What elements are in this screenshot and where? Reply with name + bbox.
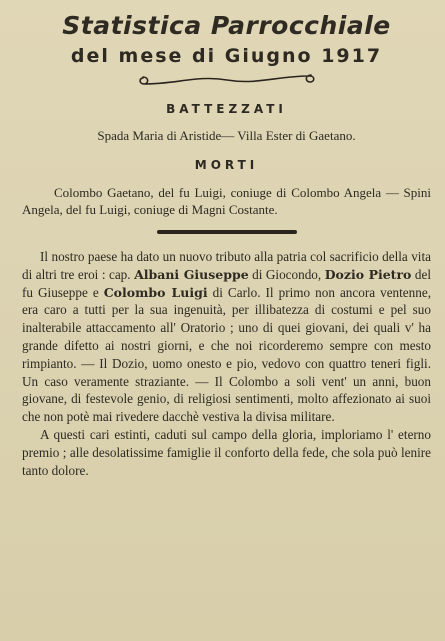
deaths-list: Colombo Gaetano, del fu Luigi, coniuge di Colombo Angela — Spini Angela, del fu Luigi, coniuge di Magni Costante. bbox=[22, 185, 431, 217]
baptized-heading: BATTEZZATI bbox=[166, 102, 287, 116]
fallen-name-colombo: Colombo Luigi bbox=[103, 284, 208, 300]
baptized-list: Spada Maria di Aristide— Villa Ester di Gaetano. bbox=[97, 128, 356, 143]
tribute-text-d: di Carlo. Il primo non ancora ventenne, era caro a tutti per la sua ingenuità, per illibatezza di costumi e pel suo inalterabile attaccamento all' Oratorio ; uno di quei giovani, dei quali v' ha grande difetto ai nostri giorni, e che noi ricorderemo sempre con mesto rimpianto. — Il Dozio, uomo onesto e pio, vedovo con quattro teneri figli. Un caso veramente straziante. — Il Colombo a soli vent' un anni, buon giovane, di festevole genio, di religiosi sentimenti, molto affezionato ai suoi che non potè mai rivedere dacchè vestiva la divisa militare. bbox=[22, 284, 432, 425]
page-title: Statistica Parrocchiale bbox=[62, 11, 391, 40]
tribute-paragraph-1 bbox=[22, 248, 431, 426]
deaths-heading: MORTI bbox=[194, 158, 259, 172]
tribute-text-b: di Giocondo, bbox=[252, 266, 322, 282]
tribute-text-c: del fu Giuseppe e bbox=[22, 266, 431, 300]
tribute-paragraph-2: A questi cari estinti, caduti sul campo della gloria, imploriamo l' eterno premio ; alle desolatissime famiglie il conforto della fede, che sola può lenire tanto dolore. bbox=[22, 426, 431, 478]
page-subtitle: del mese di Giugno 1917 bbox=[70, 45, 383, 67]
fallen-name-albani: Albani Giuseppe bbox=[134, 266, 249, 282]
tribute-article bbox=[22, 248, 431, 479]
ornamental-flourish-icon bbox=[137, 72, 317, 88]
tribute-text-a: Il nostro paese ha dato un nuovo tributo alla patria col sacrificio della vita di altri tre eroi : cap. bbox=[22, 249, 431, 282]
section-divider bbox=[157, 230, 297, 234]
fallen-name-dozio: Dozio Pietro bbox=[324, 266, 412, 282]
